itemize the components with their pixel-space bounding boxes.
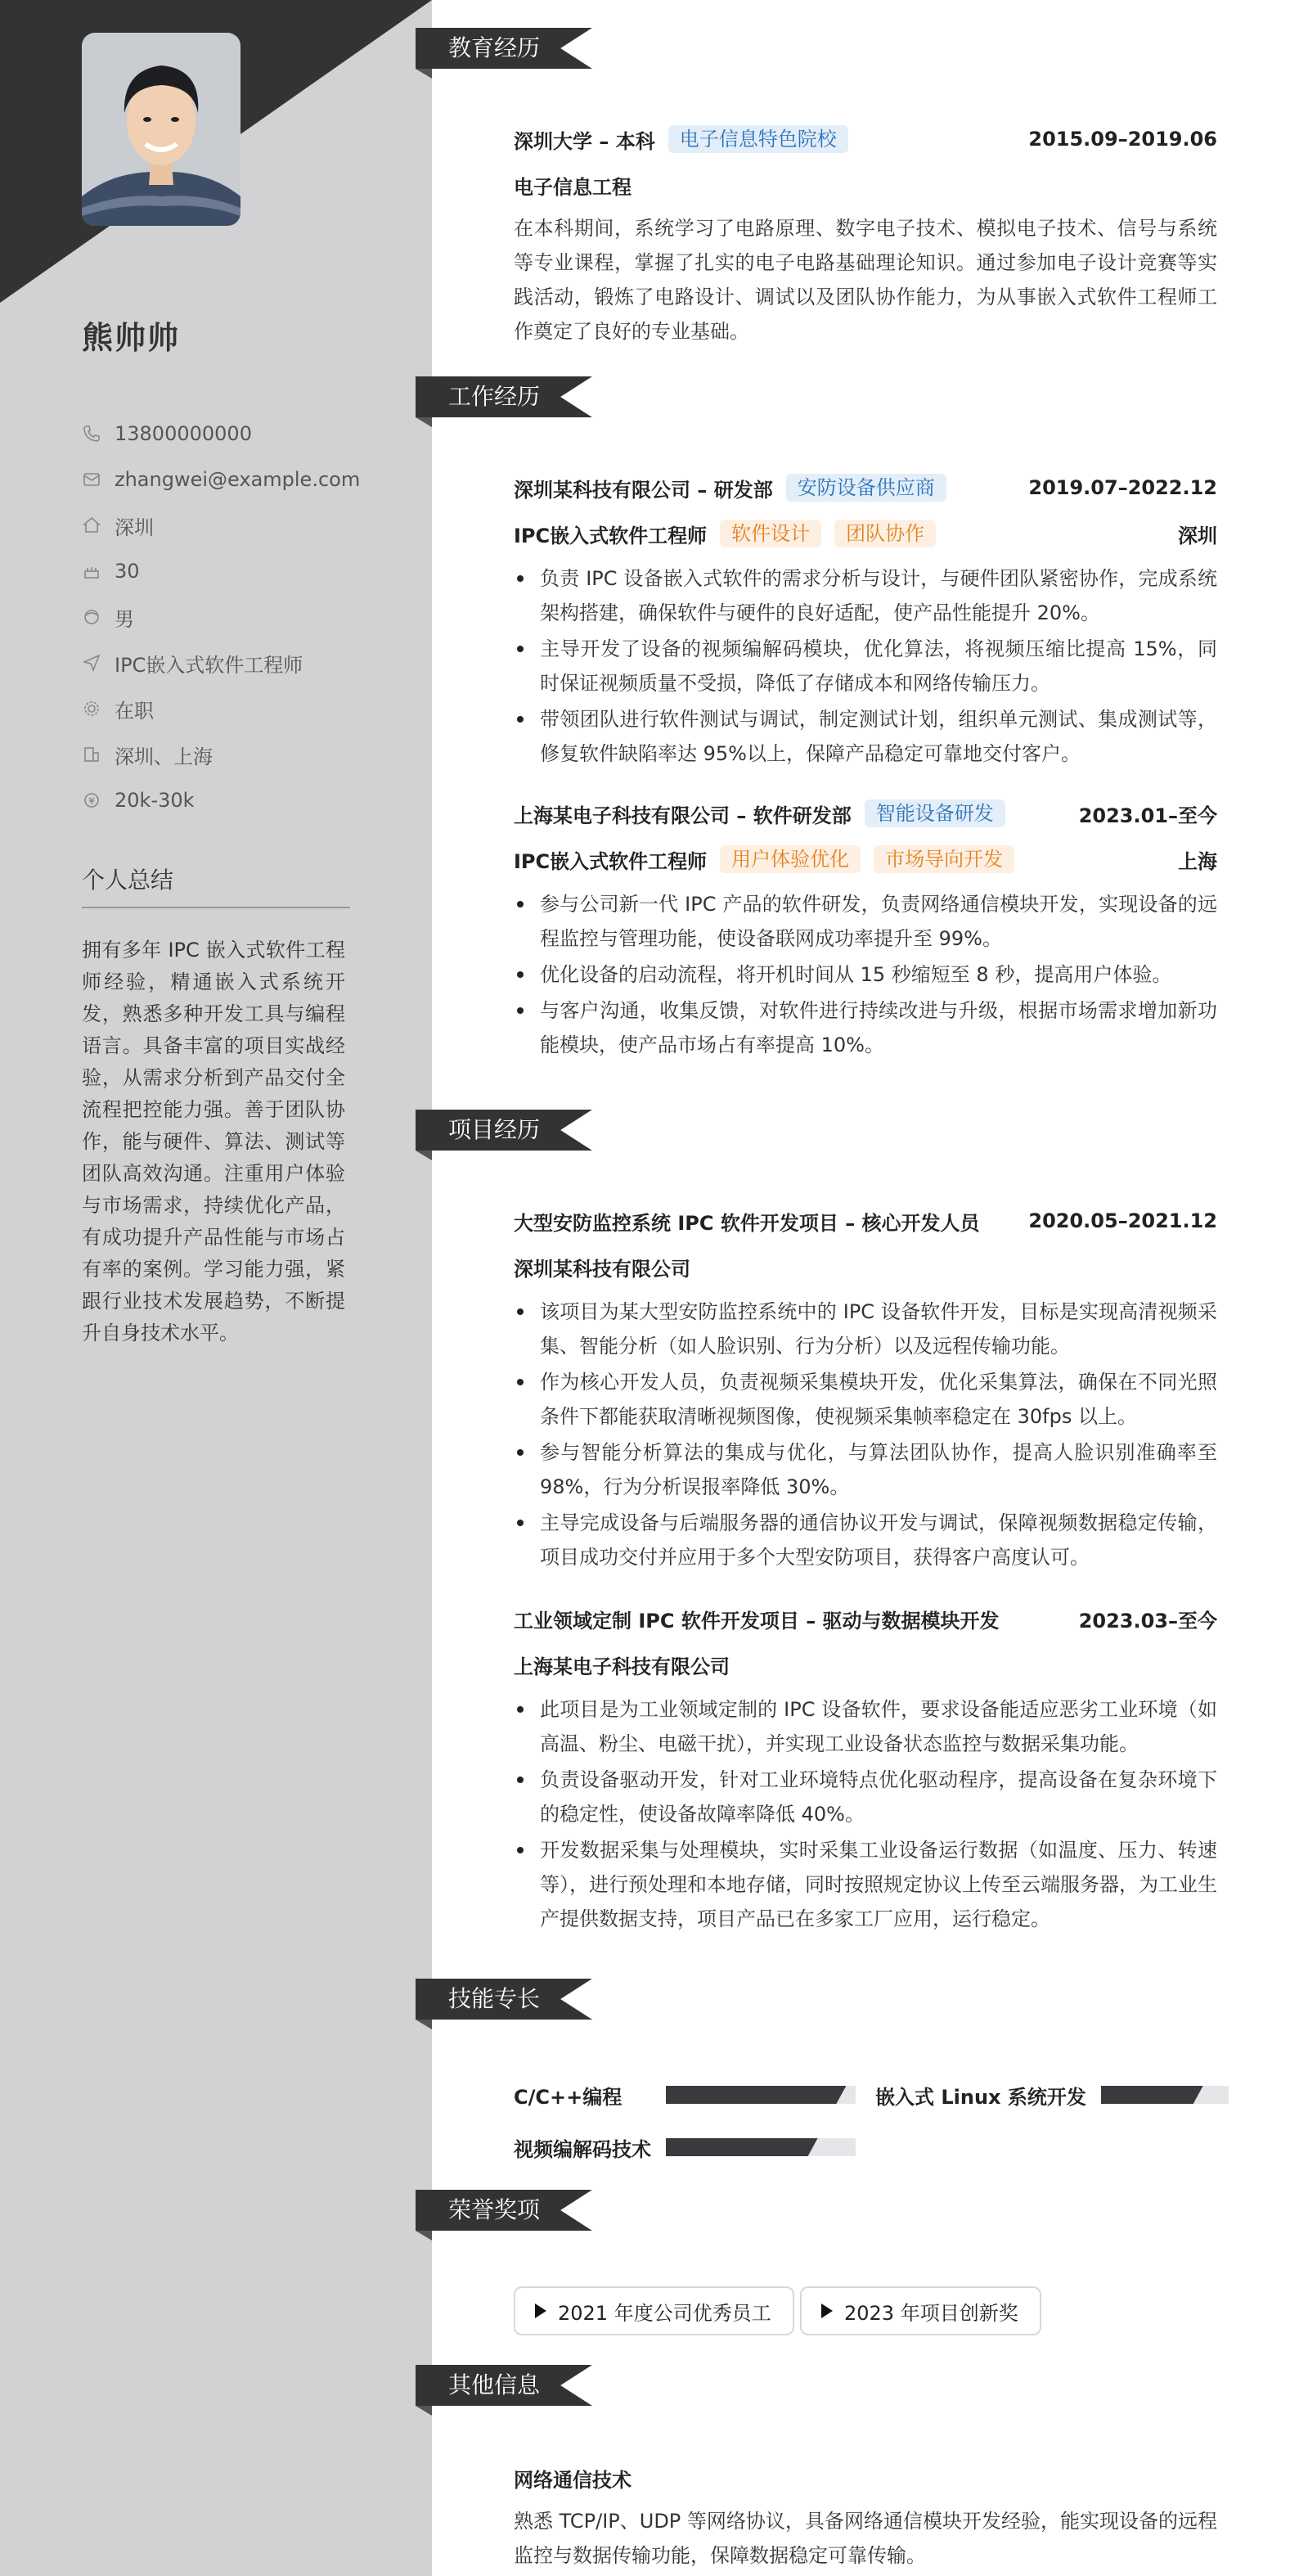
work-city: 深圳 xyxy=(1178,524,1217,547)
list-item: 负责 IPC 设备嵌入式软件的需求分析与设计，与硬件团队紧密协作，完成系统架构搭建，确保软件与硬件的良好适配，使产品性能提升 20%。 xyxy=(514,561,1217,630)
list-item: 主导完成设备与后端服务器的通信协议开发与调试，保障视频数据稳定传输，项目成功交付并应用于多个大型安防项目，获得客户高度认可。 xyxy=(514,1506,1217,1574)
section-header-other xyxy=(416,2365,592,2416)
skill-bar-fill xyxy=(666,2086,846,2104)
education-date: 2015.09–2019.06 xyxy=(1028,128,1217,151)
list-item: 此项目是为工业领域定制的 IPC 设备软件，要求设备能适应恶劣工业环境（如高温、粉尘、电磁干扰），并实现工业设备状态监控与数据采集功能。 xyxy=(514,1692,1217,1761)
skill-name: C/C++编程 xyxy=(514,2085,623,2109)
section-header-work xyxy=(416,376,592,427)
profile-name: 熊帅帅 xyxy=(82,320,181,356)
info-position-text: IPC嵌入式软件工程师 xyxy=(115,653,303,677)
section-header-education xyxy=(416,28,592,79)
work-date: 2019.07–2022.12 xyxy=(1028,476,1217,499)
section-header-project xyxy=(416,1110,592,1160)
section-title: 技能专长 xyxy=(448,1985,541,2012)
project-title: 大型安防监控系统 IPC 软件开发项目 – 核心开发人员 xyxy=(514,1211,980,1235)
list-item: 与客户沟通，收集反馈，对软件进行持续改进与升级，根据市场需求增加新功能模块，使产品市场占有率提高 10%。 xyxy=(514,993,1217,1062)
skill-item xyxy=(875,2078,1229,2111)
info-email xyxy=(82,463,360,496)
info-phone xyxy=(82,417,252,450)
coin-icon xyxy=(82,790,101,810)
gender-icon xyxy=(82,607,101,627)
work-bullets xyxy=(514,561,1217,772)
sidebar xyxy=(0,0,432,2576)
company-tag: 智能设备研发 xyxy=(865,799,1005,827)
section-header-skills xyxy=(416,1979,592,2029)
project-bullets xyxy=(514,1692,1217,1938)
other-title: 网络通信技术 xyxy=(514,2468,632,2492)
school-tag: 电子信息特色院校 xyxy=(668,125,848,153)
info-gender-text: 男 xyxy=(115,607,134,631)
project-company: 上海某电子科技有限公司 xyxy=(514,1655,730,1678)
list-item: 带领团队进行软件测试与调试，制定测试计划，组织单元测试、集成测试等，修复软件缺陷率达 95%以上，保障产品稳定可靠地交付客户。 xyxy=(514,702,1217,771)
work-city: 上海 xyxy=(1178,849,1217,873)
role-tag: 团队协作 xyxy=(834,520,936,547)
project-date: 2020.05–2021.12 xyxy=(1028,1209,1217,1232)
education-major: 电子信息工程 xyxy=(514,175,632,199)
info-salary-text: 20k-30k xyxy=(115,789,195,812)
project-date: 2023.03–至今 xyxy=(1078,1609,1217,1633)
project-title: 工业领域定制 IPC 软件开发项目 – 驱动与数据模块开发 xyxy=(514,1609,1000,1633)
role-tag: 市场导向开发 xyxy=(874,845,1014,873)
info-city-text: 深圳 xyxy=(115,516,154,539)
skill-bar xyxy=(666,2086,856,2104)
section-header-awards xyxy=(416,2190,592,2240)
project-company: 深圳某科技有限公司 xyxy=(514,1257,690,1281)
skill-name: 视频编解码技术 xyxy=(514,2137,651,2161)
building-icon xyxy=(82,745,101,764)
school-name: 深圳大学 – 本科 xyxy=(514,129,655,153)
other-desc: 熟悉 TCP/IP、UDP 等网络协议，具备网络通信模块开发经验，能实现设备的远程监控与数据传输功能，保障数据稳定可靠传输。 xyxy=(514,2510,1217,2567)
education-desc: 在本科期间，系统学习了电路原理、数字电子技术、模拟电子技术、信号与系统等专业课程，掌握了扎实的电子电路基础理论知识。通过参加电子设计竞赛等实践活动，锻炼了电路设计、调试以及团队协作能力，为从事嵌入式软件工程师工作奠定了良好的专业基础。 xyxy=(514,217,1217,343)
summary-divider xyxy=(82,907,350,908)
phone-icon xyxy=(82,424,101,444)
work-role xyxy=(514,843,1217,876)
info-phone-text: 13800000000 xyxy=(115,422,252,445)
skill-bar xyxy=(666,2138,856,2156)
info-status xyxy=(82,692,154,725)
work-header xyxy=(514,797,1217,830)
info-salary xyxy=(82,784,195,817)
info-age-text: 30 xyxy=(115,560,140,583)
education-header xyxy=(514,123,1217,155)
list-item: 该项目为某大型安防监控系统中的 IPC 设备软件开发，目标是实现高清视频采集、智能分析（如人脸识别、行为分析）以及远程传输功能。 xyxy=(514,1295,1217,1363)
section-title: 荣誉奖项 xyxy=(448,2196,541,2223)
info-locations xyxy=(82,738,213,771)
skill-item xyxy=(514,2078,856,2111)
project-header xyxy=(514,1602,1217,1635)
play-icon xyxy=(821,2304,833,2318)
home-icon xyxy=(82,516,101,535)
skill-name: 嵌入式 Linux 系统开发 xyxy=(875,2085,1086,2109)
info-city xyxy=(82,509,154,542)
play-icon xyxy=(535,2304,546,2318)
info-locations-text: 深圳、上海 xyxy=(115,745,213,768)
list-item: 优化设备的启动流程，将开机时间从 15 秒缩短至 8 秒，提高用户体验。 xyxy=(514,957,1217,992)
role-title: IPC嵌入式软件工程师 xyxy=(514,849,708,873)
award-badge xyxy=(800,2286,1041,2335)
skill-bar xyxy=(1101,2086,1229,2104)
info-email-text: zhangwei@example.com xyxy=(115,468,361,491)
summary-text: 拥有多年 IPC 嵌入式软件工程师经验，精通嵌入式系统开发，熟悉多种开发工具与编程语言。具备丰富的项目实战经验，从需求分析到产品交付全流程把控能力强。善于团队协作，能与硬件、算法、测试等团队高效沟通。注重用户体验与市场需求，持续优化产品，有成功提升产品性能与市场占有率的案例。学习能力强，紧跟行业技术发展趋势，不断提升自身技术水平。 xyxy=(82,939,345,1344)
company-tag: 安防设备供应商 xyxy=(786,474,946,502)
gear-icon xyxy=(82,699,101,718)
skill-bar-fill xyxy=(1101,2086,1203,2104)
company-name: 上海某电子科技有限公司 – 软件研发部 xyxy=(514,804,852,827)
project-header xyxy=(514,1205,1217,1237)
company-name: 深圳某科技有限公司 – 研发部 xyxy=(514,478,773,502)
avatar xyxy=(82,33,240,226)
list-item: 开发数据采集与处理模块，实时采集工业设备运行数据（如温度、压力、转速等），进行预处理和本地存储，同时按照规定协议上传至云端服务器，为工业生产提供数据支持，项目产品已在多家工厂应用，运行稳定。 xyxy=(514,1833,1217,1936)
role-tag: 用户体验优化 xyxy=(720,845,861,873)
section-title: 教育经历 xyxy=(448,34,541,61)
list-item: 参与公司新一代 IPC 产品的软件研发，负责网络通信模块开发，实现设备的远程监控与管理功能，使设备联网成功率提升至 99%。 xyxy=(514,887,1217,956)
role-title: IPC嵌入式软件工程师 xyxy=(514,524,708,547)
work-bullets xyxy=(514,887,1217,1064)
award-badge xyxy=(514,2286,794,2335)
list-item: 主导开发了设备的视频编解码模块，优化算法，将视频压缩比提高 15%，同时保证视频质量不受损，降低了存储成本和网络传输压力。 xyxy=(514,632,1217,700)
mail-icon xyxy=(82,470,101,489)
section-title: 其他信息 xyxy=(448,2371,541,2398)
project-bullets xyxy=(514,1295,1217,1576)
award-text: 2023 年项目创新奖 xyxy=(844,2301,1018,2325)
info-status-text: 在职 xyxy=(115,699,154,723)
work-role xyxy=(514,517,1217,550)
section-title: 项目经历 xyxy=(448,1116,541,1143)
info-gender xyxy=(82,601,134,633)
award-text: 2021 年度公司优秀员工 xyxy=(558,2301,771,2325)
list-item: 作为核心开发人员，负责视频采集模块开发，优化采集算法，确保在不同光照条件下都能获取清晰视频图像，使视频采集帧率稳定在 30fps 以上。 xyxy=(514,1365,1217,1434)
list-item: 负责设备驱动开发，针对工业环境特点优化驱动程序，提高设备在复杂环境下的稳定性，使设备故障率降低 40%。 xyxy=(514,1763,1217,1831)
send-icon xyxy=(82,653,101,673)
list-item: 参与智能分析算法的集成与优化，与算法团队协作，提高人脸识别准确率至 98%，行为分析误报率降低 30%。 xyxy=(514,1435,1217,1504)
skill-bar-fill xyxy=(666,2138,818,2156)
info-position xyxy=(82,646,303,679)
cake-icon xyxy=(82,561,101,581)
role-tag: 软件设计 xyxy=(720,520,821,547)
work-header xyxy=(514,471,1217,504)
work-date: 2023.01–至今 xyxy=(1078,804,1217,827)
info-age xyxy=(82,555,140,588)
section-title: 工作经历 xyxy=(448,383,541,410)
skill-item xyxy=(514,2131,856,2164)
summary-title: 个人总结 xyxy=(82,867,174,894)
